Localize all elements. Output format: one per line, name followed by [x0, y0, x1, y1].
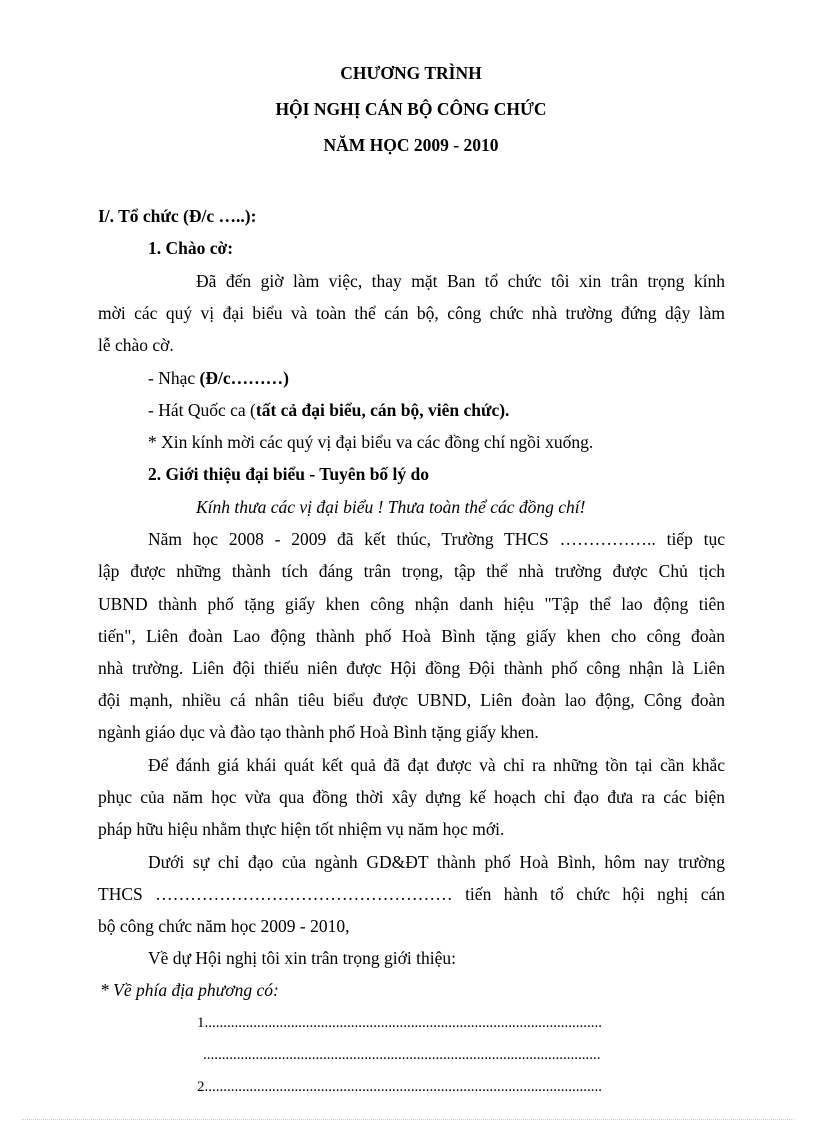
greeting-line: Kính thưa các vị đại biểu ! Thưa toàn thể các đồng chí! [196, 497, 586, 517]
subheading-flag-salute: 1. Chào cờ: [148, 238, 234, 258]
paragraph-line: lập được những thành tích đáng trân trọng, tập thể nhà trường được Chủ tịch [98, 561, 725, 581]
title-program: CHƯƠNG TRÌNH [340, 63, 482, 83]
paragraph-line: tiến", Liên đoàn Lao động thành phố Hoà Bình tặng giấy khen cho công đoàn [98, 626, 725, 646]
title-school-year: NĂM HỌC 2009 - 2010 [323, 135, 499, 155]
paragraph-line: phục của năm học vừa qua đồng thời xây dựng kế hoạch chỉ đạo đưa ra các biện [98, 787, 725, 807]
blank-entry-2: 2.......................................................................................................... [197, 1079, 602, 1095]
paragraph-line: ngành giáo dục và đào tạo thành phố Hoà Bình tặng giấy khen. [98, 722, 539, 742]
title-conference: HỘI NGHỊ CÁN BỘ CÔNG CHỨC [275, 99, 547, 119]
local-delegates-label: * Về phía địa phương có: [100, 980, 279, 1000]
introduction-line: Về dự Hội nghị tôi xin trân trọng giới thiệu: [148, 948, 456, 968]
subheading-introduction: 2. Giới thiệu đại biểu - Tuyên bố lý do [148, 464, 430, 484]
anthem-participants: tất cả đại biểu, cán bộ, viên chức). [255, 400, 510, 420]
paragraph-line: nhà trường. Liên đội thiếu niên được Hội đồng Đội thành phố công nhận là Liên [98, 658, 725, 678]
section-heading-organization: I/. Tổ chức (Đ/c …..): [98, 206, 257, 226]
paragraph-line: Để đánh giá khái quát kết quả đã đạt được và chỉ ra những tồn tại cần khắc [148, 755, 725, 775]
anthem-line [148, 399, 509, 421]
music-assignee: (Đ/c………) [199, 368, 289, 388]
music-label: - Nhạc [148, 368, 200, 388]
paragraph-line: mời các quý vị đại biểu và toàn thể cán bộ, công chức nhà trường đứng dậy làm [98, 303, 725, 323]
paragraph-line: Dưới sự chỉ đạo của ngành GD&ĐT thành phố Hoà Bình, hôm nay trường [148, 852, 725, 872]
paragraph-line: lễ chào cờ. [98, 335, 174, 355]
blank-entry-1: 1.......................................................................................................... [197, 1015, 602, 1031]
paragraph-line: đội mạnh, nhiều cá nhân tiêu biểu được UBND, Liên đoàn lao động, Công đoàn [98, 690, 725, 710]
paragraph-line: pháp hữu hiệu nhằm thực hiện tốt nhiệm vụ năm học mới. [98, 819, 505, 839]
paragraph-line: UBND thành phố tặng giấy khen công nhận danh hiệu "Tập thể lao động tiên [98, 594, 725, 614]
paragraph-line: Năm học 2008 - 2009 đã kết thúc, Trường THCS …………….. tiếp tục [148, 529, 725, 549]
paragraph-line: THCS …………………………………………… tiến hành tổ chức hội nghị cán [98, 884, 725, 904]
anthem-label: - Hát Quốc ca ( [148, 400, 256, 420]
blank-entry-1-continued: .......................................................................................................... [203, 1047, 601, 1063]
sit-down-line: * Xin kính mời các quý vị đại biểu va các đồng chí ngồi xuống. [148, 432, 594, 452]
music-line [148, 367, 289, 389]
paragraph-line: bộ công chức năm học 2009 - 2010, [98, 916, 350, 936]
page-bottom-rule [22, 1119, 794, 1120]
paragraph-line: Đã đến giờ làm việc, thay mặt Ban tổ chức tôi xin trân trọng kính [196, 271, 725, 291]
